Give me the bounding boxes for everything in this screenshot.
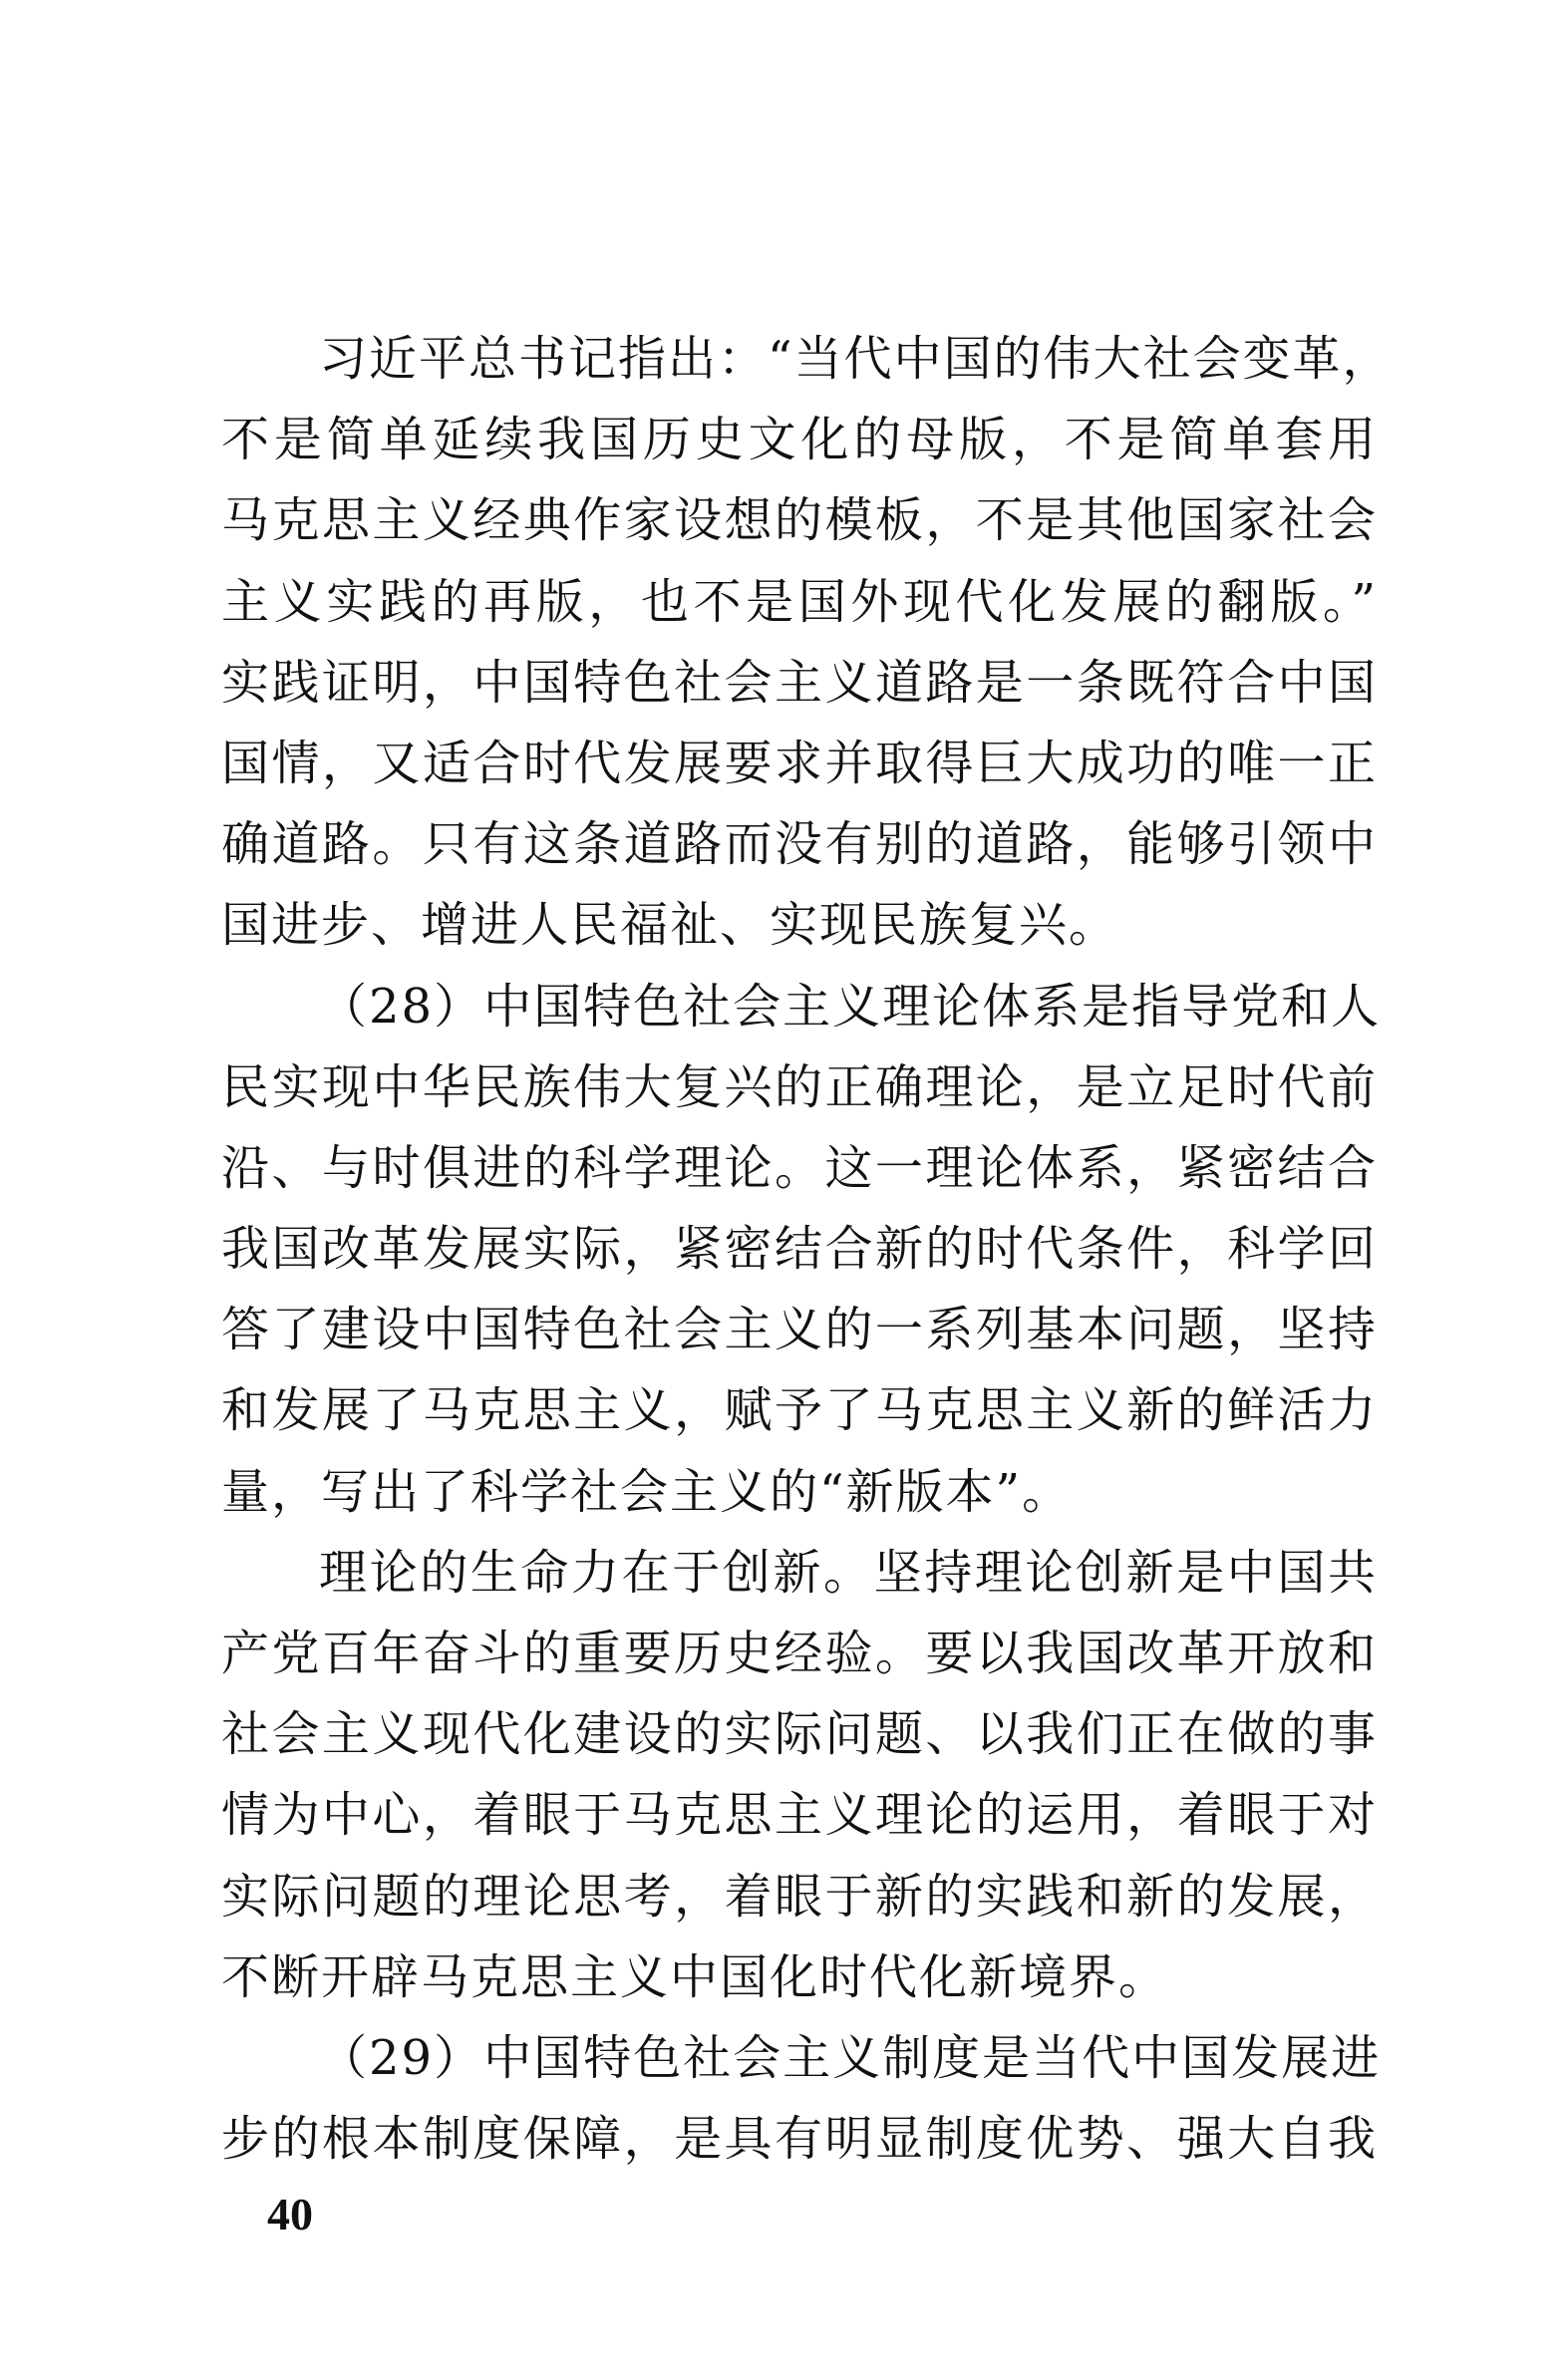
text-line: 情为中心，着眼于马克思主义理论的运用，着眼于对 bbox=[221, 1787, 1378, 1844]
text-line: （29）中国特色社会主义制度是当代中国发展进 bbox=[319, 2029, 1382, 2086]
text-line: 主义实践的再版，也不是国外现代化发展的翻版。” bbox=[221, 573, 1378, 630]
text-line: 我国改革发展实际，紧密结合新的时代条件，科学回 bbox=[221, 1221, 1378, 1278]
text-line: 产党百年奋斗的重要历史经验。要以我国改革开放和 bbox=[221, 1626, 1378, 1681]
text-line: 和发展了马克思主义，赋予了马克思主义新的鲜活力 bbox=[221, 1382, 1378, 1439]
text-line: 答了建设中国特色社会主义的一系列基本问题，坚持 bbox=[221, 1302, 1378, 1358]
text-line: 国情，又适合时代发展要求并取得巨大成功的唯一正 bbox=[221, 735, 1378, 791]
text-line: 习近平总书记指出：“当代中国的伟大社会变革， bbox=[319, 331, 1393, 387]
text-line: 步的根本制度保障，是具有明显制度优势、强大自我 bbox=[221, 2111, 1378, 2168]
text-line: 不是简单延续我国历史文化的母版，不是简单套用 bbox=[221, 412, 1378, 468]
page-number: 40 bbox=[267, 2189, 313, 2239]
text-line: 确道路。只有这条道路而没有别的道路，能够引领中 bbox=[221, 816, 1378, 873]
text-line: 理论的生命力在于创新。坚持理论创新是中国共 bbox=[319, 1544, 1378, 1601]
text-line: 社会主义现代化建设的实际问题、以我们正在做的事 bbox=[221, 1706, 1378, 1763]
text-line: （28）中国特色社会主义理论体系是指导党和人 bbox=[319, 978, 1382, 1035]
body-text bbox=[221, 319, 1393, 2180]
text-line: 量，写出了科学社会主义的“新版本”。 bbox=[221, 1463, 1073, 1520]
text-line: 沿、与时俱进的科学理论。这一理论体系，紧密结合 bbox=[221, 1139, 1378, 1196]
text-line: 实践证明，中国特色社会主义道路是一条既符合中国 bbox=[221, 654, 1378, 711]
text-line: 民实现中华民族伟大复兴的正确理论，是立足时代前 bbox=[221, 1058, 1378, 1115]
text-line: 马克思主义经典作家设想的模板，不是其他国家社会 bbox=[221, 492, 1378, 549]
text-line: 不断开辟马克思主义中国化时代化新境界。 bbox=[221, 1948, 1169, 2005]
text-line: 实际问题的理论思考，着眼于新的实践和新的发展， bbox=[221, 1868, 1378, 1925]
text-line: 国进步、增进人民福祉、实现民族复兴。 bbox=[221, 897, 1119, 954]
